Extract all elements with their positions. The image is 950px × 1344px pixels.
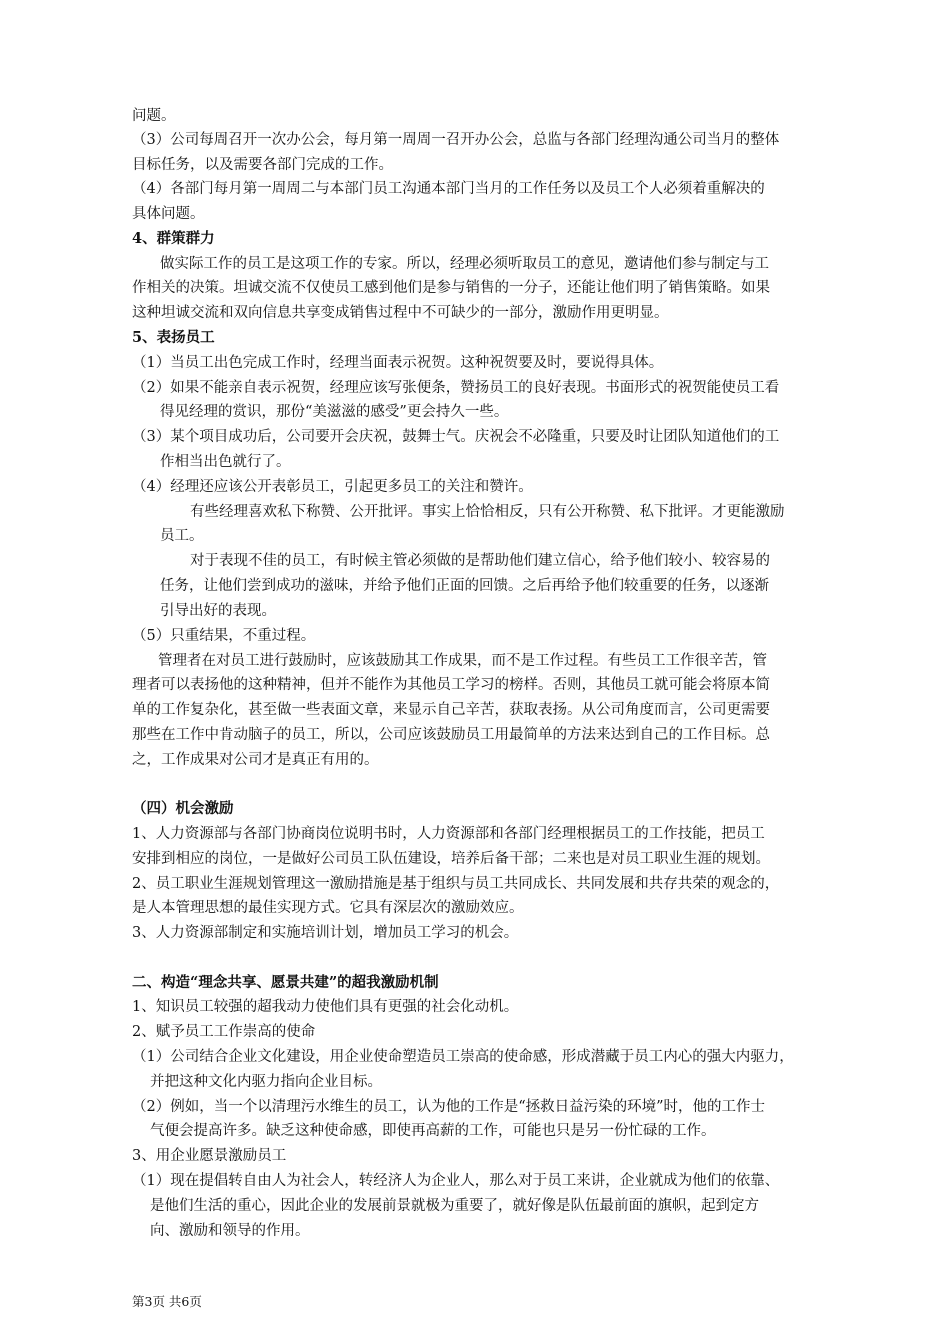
text-line: 2、赋予员工工作崇高的使命 [132, 1024, 316, 1040]
text-line: 对于表现不佳的员工，有时候主管必须做的是帮助他们建立信心，给予他们较小、较容易的 [190, 553, 770, 569]
text-line: 目标任务，以及需要各部门完成的工作。 [132, 157, 393, 173]
text-line: 作相关的决策。坦诚交流不仅使员工感到他们是参与销售的一分子，还能让他们明了销售策略。如果 [132, 280, 770, 296]
section-heading: 5、表扬员工 [132, 329, 215, 346]
text-line: 3、人力资源部制定和实施培训计划，增加员工学习的机会。 [132, 925, 519, 941]
text-line: （1）当员工出色完成工作时，经理当面表示祝贺。这种祝贺要及时，要说得具体。 [132, 355, 664, 371]
text-line: （3）某个项目成功后，公司要开会庆祝，鼓舞士气。庆祝会不必隆重，只要及时让团队知道他们的工 [132, 429, 780, 445]
text-line: 3、用企业愿景激励员工 [132, 1148, 287, 1164]
text-line: （3）公司每周召开一次办公会，每月第一周周一召开办公会，总监与各部门经理沟通公司当月的整体 [132, 132, 780, 148]
text-line: 单的工作复杂化，甚至做一些表面文章，来显示自己辛苦，获取表扬。从公司角度而言，公司更需要 [132, 702, 770, 718]
text-line: 理者可以表扬他的这种精神，但并不能作为其他员工学习的榜样。否则，其他员工就可能会将原本简 [132, 677, 770, 693]
text-line: （4）各部门每月第一周周二与本部门员工沟通本部门当月的工作任务以及员工个人必须着重解决的 [132, 181, 765, 197]
text-line: 具体问题。 [132, 206, 205, 222]
text-line: 1、人力资源部与各部门协商岗位说明书时，人力资源部和各部门经理根据员工的工作技能，把员工 [132, 826, 765, 842]
text-line: 气便会提高许多。缺乏这种使命感，即使再高薪的工作，可能也只是另一份忙碌的工作。 [150, 1123, 716, 1139]
text-line: 任务，让他们尝到成功的滋味，并给予他们正面的回馈。之后再给予他们较重要的任务，以逐渐 [160, 578, 769, 594]
text-line: （5）只重结果，不重过程。 [132, 628, 316, 644]
page-footer: 第3页 共6页 [132, 1294, 202, 1309]
text-line: （2）例如，当一个以清理污水维生的员工，认为他的工作是“拯救日益污染的环境”时，他的工作士 [132, 1099, 766, 1115]
text-line: 问题。 [132, 108, 176, 124]
text-line: （1）公司结合企业文化建设，用企业使命塑造员工崇高的使命感，形成潜藏于员工内心的强大内驱力， [132, 1049, 794, 1065]
text-line: 管理者在对员工进行鼓励时，应该鼓励其工作成果，而不是工作过程。有些员工工作很辛苦，管 [158, 653, 767, 669]
text-line: 员工。 [160, 528, 204, 544]
text-line: 向、激励和领导的作用。 [150, 1223, 310, 1239]
text-line: 之，工作成果对公司才是真正有用的。 [132, 752, 379, 768]
text-line: （2）如果不能亲自表示祝贺，经理应该写张便条，赞扬员工的良好表现。书面形式的祝贺能使员工看 [132, 380, 780, 396]
text-line: （4）经理还应该公开表彰员工，引起更多员工的关注和赞许。 [132, 479, 533, 495]
text-line: 1、知识员工较强的超我动力使他们具有更强的社会化动机。 [132, 999, 519, 1015]
text-line: 那些在工作中肯动脑子的员工，所以，公司应该鼓励员工用最简单的方法来达到自己的工作目标。总 [132, 727, 770, 743]
text-line: 做实际工作的员工是这项工作的专家。所以，经理必须听取员工的意见，邀请他们参与制定与工 [160, 256, 769, 272]
text-line: 作相当出色就行了。 [160, 454, 291, 470]
text-line: 是人本管理思想的最佳实现方式。它具有深层次的激励效应。 [132, 900, 524, 916]
section-heading: 4、群策群力 [132, 230, 215, 247]
text-line: 引导出好的表现。 [160, 603, 276, 619]
text-line: 2、员工职业生涯规划管理这一激励措施是基于组织与员工共同成长、共同发展和共存共荣的观念的， [132, 876, 780, 892]
text-line: （1）现在提倡转自由人为社会人，转经济人为企业人，那么对于员工来讲，企业就成为他们的依靠、 [132, 1173, 780, 1189]
section-heading: 二、构造“理念共享、愿景共建”的超我激励机制 [132, 974, 439, 991]
text-line: 有些经理喜欢私下称赞、公开批评。事实上恰恰相反，只有公开称赞、私下批评。才更能激励 [190, 504, 785, 520]
text-line: 安排到相应的岗位，一是做好公司员工队伍建设，培养后备干部；二来也是对员工职业生涯的规划。 [132, 851, 770, 867]
text-line: 这种坦诚交流和双向信息共享变成销售过程中不可缺少的一部分，激励作用更明显。 [132, 305, 669, 321]
text-line: 是他们生活的重心，因此企业的发展前景就极为重要了，就好像是队伍最前面的旗帜，起到定方 [150, 1198, 759, 1214]
text-line: 并把这种文化内驱力指向企业目标。 [150, 1074, 382, 1090]
section-heading: （四）机会激励 [132, 800, 234, 817]
text-line: 得见经理的赏识，那份“美滋滋的感受”更会持久一些。 [160, 404, 509, 420]
